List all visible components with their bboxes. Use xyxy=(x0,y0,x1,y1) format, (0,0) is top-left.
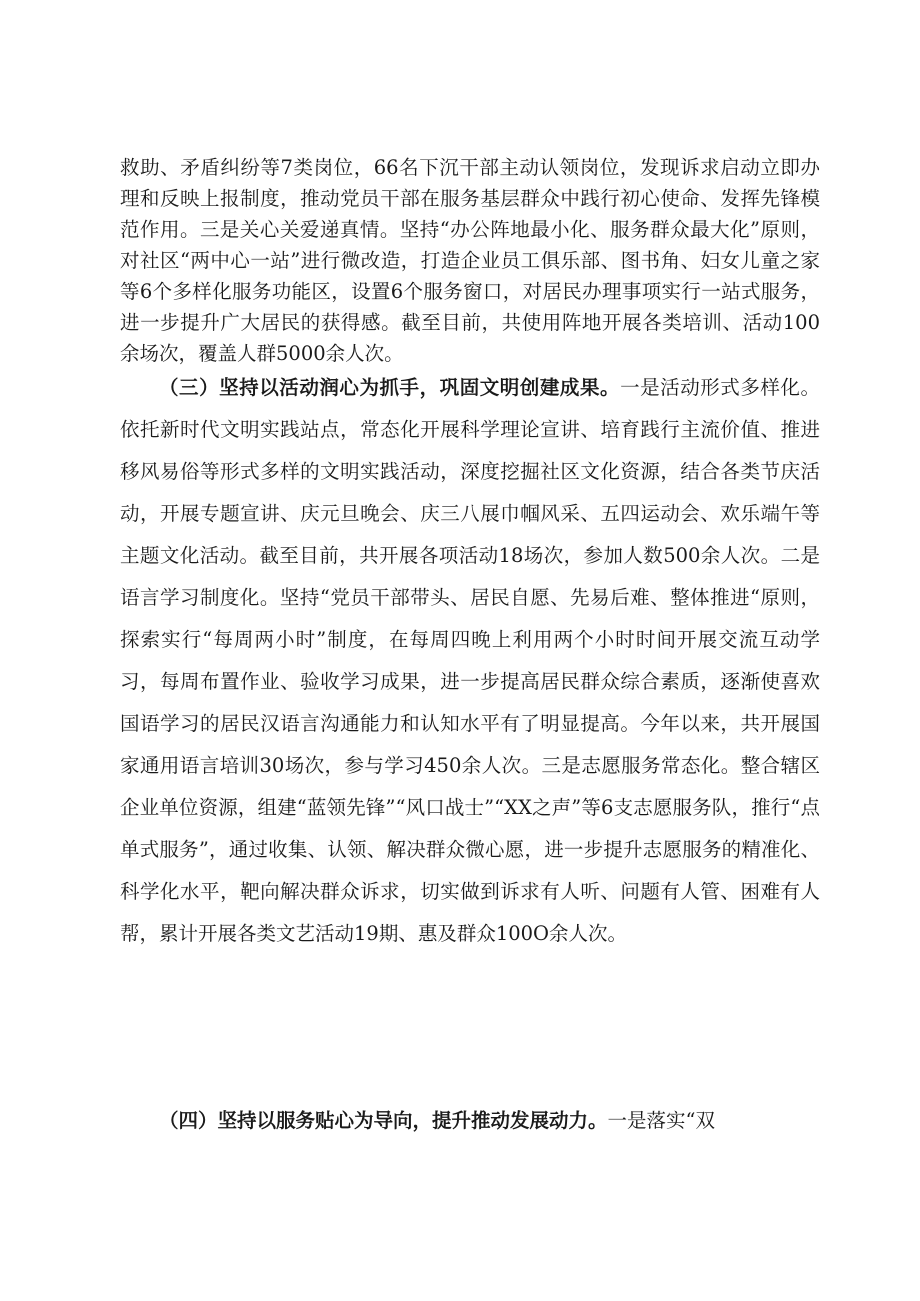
body-paragraph-3 xyxy=(120,1100,820,1142)
section-body-4: 一是落实“双 xyxy=(607,1109,715,1132)
section-heading-3: （三）坚持以活动润心为抓手，巩固文明创建成果。 xyxy=(159,376,621,399)
body-paragraph-1: 救助、矛盾纠纷等7类岗位，66名下沉干部主动认领岗位，发现诉求启动立即办理和反映上报制度，推动党员干部在服务基层群众中践行初心使命、发挥先锋模范作用。三是关心关爱递真情。坚持“办公阵地最小化、服务群众最大化”原则，对社区“两中心一站”进行微改造，打造企业员工俱乐部、图书角、妇女儿童之家等6个多样化服务功能区，设置6个服务窗口，对居民办理事项实行一站式服务，进一步提升广大居民的获得感。截至目前，共使用阵地开展各类培训、活动100余场次，覆盖人群5000余人次。 xyxy=(120,156,820,365)
body-paragraph-2 xyxy=(120,367,820,955)
section-heading-4: （四）坚持以服务贴心为导向，提升推动发展动力。 xyxy=(159,1109,608,1132)
section-body-3: 一是活动形式多样化。依托新时代文明实践站点，常态化开展科学理论宣讲、培育践行主流价值、推进移风易俗等形式多样的文明实践活动，深度挖掘社区文化资源，结合各类节庆活动，开展专题宣讲、庆元旦晚会、庆三八展巾帼风采、五四运动会、欢乐端午等主题文化活动。截至目前，共开展各项活动18场次，参加人数500余人次。二是语言学习制度化。坚持“党员干部带头、居民自愿、先易后难、整体推进“原则，探索实行“每周两小时”制度，在每周四晚上利用两个小时时间开展交流互动学习，每周布置作业、验收学习成果，进一步提高居民群众综合素质，逐渐使喜欢国语学习的居民汉语言沟通能力和认知水平有了明显提高。今年以来，共开展国家通用语言培训30场次，参与学习450余人次。三是志愿服务常态化。整合辖区企业单位资源，组建“蓝领先锋”“风口战士”“XX之声”等6支志愿服务队，推行“点单式服务”，通过收集、认领、解决群众微心愿，进一步提升志愿服务的精准化、科学化水平，靶向解决群众诉求，切实做到诉求有人听、问题有人管、困难有人帮，累计开展各类文艺活动19期、惠及群众100O余人次。 xyxy=(120,376,820,945)
